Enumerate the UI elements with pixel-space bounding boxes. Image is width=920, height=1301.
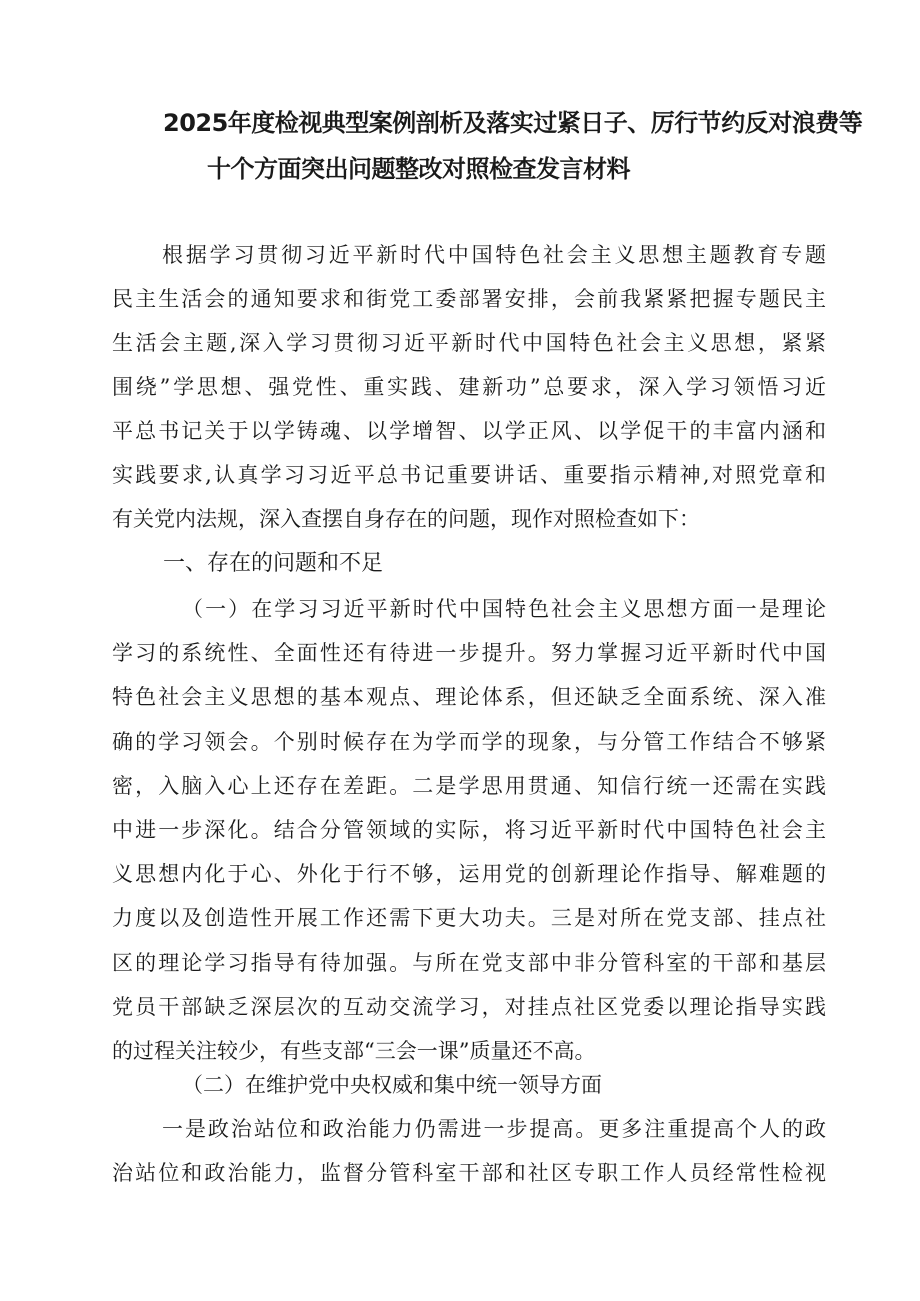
intro-line: 民主生活会的通知要求和街党工委部署安排，会前我紧紧把握专题民主 xyxy=(112,287,826,311)
sub1-line: 确的学习领会。个别时候存在为学而学的现象，与分管工作结合不够紧 xyxy=(112,729,826,754)
document-title-line-1: 2025年度检视典型案例剖析及落实过紧日子、厉行节约反对浪费等 xyxy=(163,109,863,137)
intro-line: 实践要求,认真学习习近平总书记重要讲话、重要指示精神,对照党章和 xyxy=(112,463,826,487)
sub1-line: 学习的系统性、全面性还有待进一步提升。努力掌握习近平新时代中国 xyxy=(112,641,826,666)
sub1-line: （一）在学习习近平新时代中国特色社会主义思想方面一是理论 xyxy=(182,597,826,621)
sub2-line: 治站位和政治能力，监督分管科室干部和社区专职工作人员经常性检视 xyxy=(112,1161,826,1185)
sub1-line: 特色社会主义思想的基本观点、理论体系，但还缺乏全面系统、深入准 xyxy=(112,685,826,710)
sub1-line: 中进一步深化。结合分管领域的实际，将习近平新时代中国特色社会主 xyxy=(112,818,826,842)
intro-line: 平总书记关于以学铸魂、以学增智、以学正风、以学促干的丰富内涵和 xyxy=(112,419,826,443)
intro-line: 根据学习贯彻习近平新时代中国特色社会主义思想主题教育专题 xyxy=(162,243,826,267)
sub1-line: 区的理论学习指导有待加强。与所在党支部中非分管科室的干部和基层 xyxy=(112,950,826,975)
intro-line: 围绕”学思想、强党性、重实践、建新功”总要求，深入学习领悟习近 xyxy=(112,375,826,399)
sub2-line: 一是政治站位和政治能力仍需进一步提高。更多注重提高个人的政 xyxy=(162,1117,826,1141)
intro-line: 生活会主题,深入学习贯彻习近平新时代中国特色社会主义思想，紧紧 xyxy=(112,331,826,355)
sub1-line: 党员干部缺乏深层次的互动交流学习，对挂点社区党委以理论指导实践 xyxy=(112,994,826,1019)
sub1-line: 的过程关注较少，有些支部“三会一课”质量还不高。 xyxy=(112,1039,596,1063)
section-heading: 一、存在的问题和不足 xyxy=(163,551,384,576)
sub2-heading: （二）在维护党中央权威和集中统一领导方面 xyxy=(182,1073,602,1097)
document-title-line-2: 十个方面突出问题整改对照检查发言材料 xyxy=(207,155,630,183)
sub1-line: 密，入脑入心上还存在差距。二是学思用贯通、知信行统一还需在实践 xyxy=(112,773,826,798)
sub1-line: 力度以及创造性开展工作还需下更大功夫。三是对所在党支部、挂点社 xyxy=(112,906,826,931)
intro-line: 有关党内法规，深入查摆自身存在的问题，现作对照检查如下： xyxy=(112,507,700,531)
sub1-line: 义思想内化于心、外化于行不够，运用党的创新理论作指导、解难题的 xyxy=(112,862,826,887)
